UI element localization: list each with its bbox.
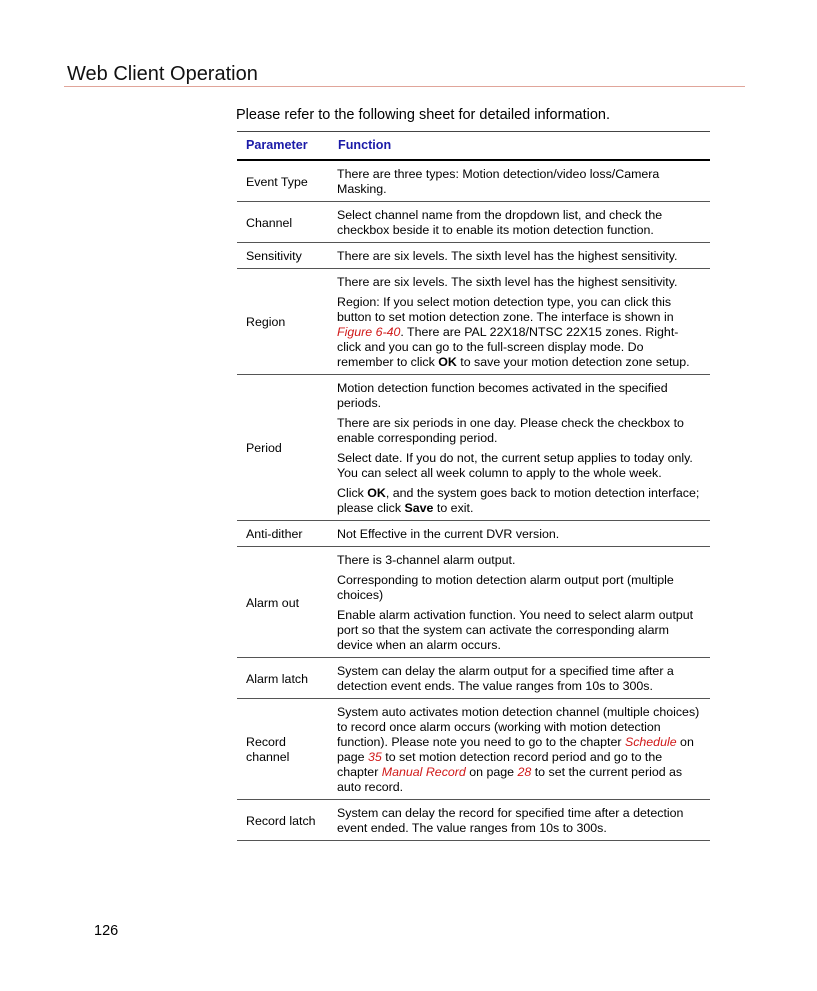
param-cell: Channel	[237, 202, 329, 243]
column-header-parameter: Parameter	[237, 132, 329, 161]
function-text: Not Effective in the current DVR version.	[337, 527, 560, 541]
table-row-event-type	[237, 160, 710, 202]
function-cell	[329, 521, 710, 547]
table-row-record-latch	[237, 800, 710, 841]
schedule-link[interactable]: Schedule	[624, 735, 677, 749]
header-divider	[64, 86, 745, 87]
param-cell: Alarm out	[237, 547, 329, 658]
function-text: There is 3-channel alarm output.	[337, 553, 516, 567]
function-text	[337, 486, 702, 516]
function-text: There are six levels. The sixth level has the highest sensitivity.	[337, 275, 678, 289]
text-run: to set motion detection record period and go to the chapter	[337, 750, 663, 779]
function-text: Select date. If you do not, the current setup applies to today only. You can select all week column to apply to the whole week.	[337, 451, 693, 480]
table-row-record-channel	[237, 699, 710, 800]
param-cell: Period	[237, 375, 329, 521]
function-cell	[329, 202, 710, 243]
param-cell: Anti-dither	[237, 521, 329, 547]
page-link-35[interactable]: 35	[368, 750, 382, 764]
function-cell	[329, 800, 710, 841]
table-row-anti-dither	[237, 521, 710, 547]
function-text: Enable alarm activation function. You need to select alarm output port so that the system can activate the corresponding alarm device when an alarm occurs.	[337, 608, 694, 652]
param-cell: Event Type	[237, 160, 329, 202]
parameter-table	[237, 131, 710, 841]
function-text: There are six levels. The sixth level has the highest sensitivity.	[337, 249, 678, 263]
intro-text: Please refer to the following sheet for detailed information.	[236, 107, 610, 123]
bold-ok: OK	[367, 486, 386, 500]
function-cell	[329, 243, 710, 269]
param-cell: Alarm latch	[237, 658, 329, 699]
bold-ok: OK	[438, 355, 457, 369]
page-link-28[interactable]: 28	[517, 765, 532, 779]
function-cell	[329, 375, 710, 521]
table-row-period	[237, 375, 710, 521]
function-text: There are three types: Motion detection/video loss/Camera Masking.	[337, 167, 660, 196]
table-header-row	[237, 132, 710, 161]
param-cell: Sensitivity	[237, 243, 329, 269]
function-text: Corresponding to motion detection alarm output port (multiple choices)	[337, 573, 674, 602]
table-row-sensitivity	[237, 243, 710, 269]
bold-save: Save	[404, 501, 434, 515]
function-cell	[329, 160, 710, 202]
text-run: to set the current period as auto record.	[337, 765, 683, 794]
text-run: Region: If you select motion detection type, you can click this button to set motion detection zone. The interface is shown in	[337, 295, 674, 324]
function-cell	[329, 658, 710, 699]
function-text: Select channel name from the dropdown list, and check the checkbox beside it to enable its motion detection function.	[337, 208, 663, 237]
function-text: There are six periods in one day. Please check the checkbox to enable corresponding period.	[337, 416, 684, 445]
text-run: , and the system goes back to motion detection interface; please click	[337, 486, 700, 515]
function-text	[337, 705, 702, 795]
function-cell	[329, 547, 710, 658]
text-run: . There are PAL 22X18/NTSC 22X15 zones. Right-click and you can go to the full-screen display mode. Do remember to click	[337, 325, 679, 369]
param-cell: Record channel	[237, 699, 329, 800]
text-run: System auto activates motion detection channel (multiple choices) to record once alarm occurs (working with motion detection function). Please note you need to go to the chapter	[337, 705, 700, 749]
text-run: on page	[337, 735, 694, 764]
function-cell	[329, 269, 710, 375]
page-number: 126	[94, 923, 119, 939]
column-header-function: Function	[329, 132, 710, 161]
function-text	[337, 295, 702, 370]
function-text: System can delay the alarm output for a specified time after a detection event ends. The value ranges from 10s to 300s.	[337, 664, 674, 693]
function-text: Motion detection function becomes activated in the specified periods.	[337, 381, 668, 410]
function-text: System can delay the record for specified time after a detection event ended. The value ranges from 10s to 300s.	[337, 806, 684, 835]
text-run: to save your motion detection zone setup.	[456, 355, 690, 369]
table-row-alarm-out	[237, 547, 710, 658]
figure-link[interactable]: Figure 6-40	[337, 325, 401, 339]
param-cell: Region	[237, 269, 329, 375]
table-row-region	[237, 269, 710, 375]
function-cell	[329, 699, 710, 800]
text-run: to exit.	[433, 501, 474, 515]
text-run: Click	[337, 486, 368, 500]
text-run: on page	[465, 765, 518, 779]
manual-record-link[interactable]: Manual Record	[381, 765, 466, 779]
param-cell: Record latch	[237, 800, 329, 841]
table-row-alarm-latch	[237, 658, 710, 699]
page-header-title: Web Client Operation	[67, 63, 258, 85]
table-row-channel	[237, 202, 710, 243]
